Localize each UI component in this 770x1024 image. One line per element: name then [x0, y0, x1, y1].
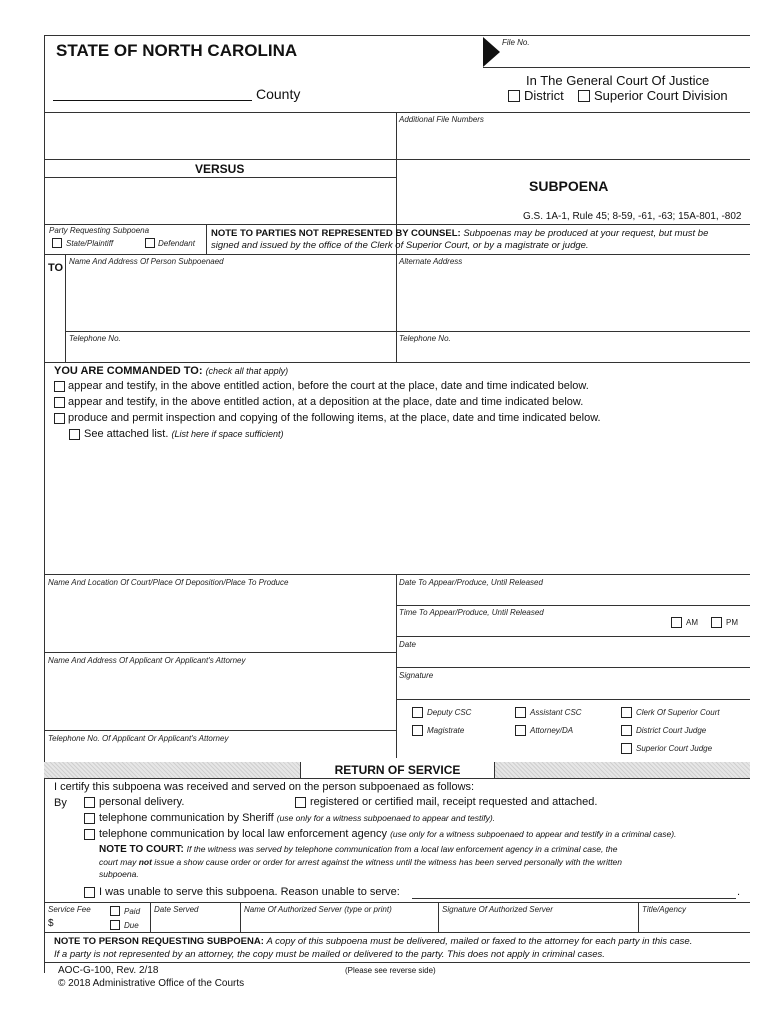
file-arrow [483, 37, 500, 67]
to-label: TO [48, 262, 64, 274]
paid-checkbox[interactable] [110, 906, 120, 916]
superior-judge-checkbox[interactable] [621, 743, 632, 754]
see-attached-checkbox[interactable] [69, 429, 80, 440]
produce-items-label: produce and permit inspection and copying of the following items, at the place, date and time indicated below. [68, 412, 601, 424]
county-label: County [256, 86, 301, 102]
server-name-label: Name Of Authorized Server (type or print) [244, 905, 392, 914]
assistant-csc-label: Assistant CSC [530, 708, 582, 717]
alt-telephone-label: Telephone No. [399, 334, 451, 343]
unable-reason-line[interactable] [412, 898, 736, 899]
district-judge-checkbox[interactable] [621, 725, 632, 736]
superior-checkbox[interactable] [578, 90, 590, 102]
requesting-note: NOTE TO PERSON REQUESTING SUBPOENA: A copy of this subpoena must be delivered, mailed or faxed to the attorney for each party in this case. [54, 936, 693, 947]
superior-label: Superior Court Division [594, 88, 728, 103]
deputy-csc-checkbox[interactable] [412, 707, 423, 718]
requesting-note-line2: If a party is not represented by an attorney, the copy must be mailed or delivered to the party. This does not apply in criminal cases. [54, 949, 605, 960]
personal-delivery-checkbox[interactable] [84, 797, 95, 808]
paid-label: Paid [124, 907, 141, 916]
registered-mail-label: registered or certified mail, receipt requested and attached. [310, 796, 598, 808]
appear-deposition-label: appear and testify, in the above entitled action, at a deposition at the place, date and time indicated below. [68, 396, 584, 408]
magistrate-checkbox[interactable] [412, 725, 423, 736]
attorney-da-label: Attorney/DA [530, 726, 574, 735]
unable-label: I was unable to serve this subpoena. Reason unable to serve: [99, 886, 400, 898]
document-title: SUBPOENA [529, 178, 609, 194]
note-to-court-line2: court may not issue a show cause order or order for arrest against the witness until the witness has been served personally with the written [99, 857, 623, 867]
name-address-label: Name And Address Of Person Subpoenaed [69, 257, 224, 266]
time-appear-label: Time To Appear/Produce, Until Released [399, 608, 544, 617]
state-plaintiff-checkbox[interactable] [52, 238, 62, 248]
appear-court-checkbox[interactable] [54, 381, 65, 392]
date-label: Date [399, 640, 416, 649]
server-signature-label: Signature Of Authorized Server [442, 905, 553, 914]
commanded-heading: YOU ARE COMMANDED TO: (check all that apply) [54, 365, 289, 377]
versus-label: VERSUS [195, 162, 245, 176]
district-judge-label: District Court Judge [636, 726, 707, 735]
appear-court-label: appear and testify, in the above entitled action, before the court at the place, date and time indicated below. [68, 380, 589, 392]
appear-deposition-checkbox[interactable] [54, 397, 65, 408]
defendant-checkbox[interactable] [145, 238, 155, 248]
return-title: RETURN OF SERVICE [300, 762, 495, 778]
district-checkbox[interactable] [508, 90, 520, 102]
by-label: By [54, 797, 67, 809]
district-label: District [524, 88, 564, 103]
pm-checkbox[interactable] [711, 617, 722, 628]
sheriff-checkbox[interactable] [84, 813, 95, 824]
see-attached-label: See attached list. (List here if space sufficient) [84, 428, 284, 440]
party-requesting-label: Party Requesting Subpoena [49, 226, 150, 235]
service-fee-label: Service Fee [48, 905, 91, 914]
statutes: G.S. 1A-1, Rule 45; 8-59, -61, -63; 15A-801, -802 [523, 211, 742, 222]
attorney-da-checkbox[interactable] [515, 725, 526, 736]
date-appear-label: Date To Appear/Produce, Until Released [399, 578, 543, 587]
copyright: © 2018 Administrative Office of the Courts [58, 978, 245, 989]
counsel-note: NOTE TO PARTIES NOT REPRESENTED BY COUNSEL: Subpoenas may be produced at your request, but must be [211, 228, 709, 239]
title-agency-label: Title/Agency [642, 905, 686, 914]
note-to-court-line3: subpoena. [99, 869, 139, 879]
assistant-csc-checkbox[interactable] [515, 707, 526, 718]
state-title: STATE OF NORTH CAROLINA [56, 41, 298, 60]
certify-text: I certify this subpoena was received and served on the person subpoenaed as follows: [54, 781, 475, 793]
unable-checkbox[interactable] [84, 887, 95, 898]
local-agency-checkbox[interactable] [84, 829, 95, 840]
am-label: AM [686, 618, 698, 627]
court-place-label: Name And Location Of Court/Place Of Deposition/Place To Produce [48, 578, 289, 587]
date-served-label: Date Served [154, 905, 199, 914]
sheriff-label: telephone communication by Sheriff (use only for a witness subpoenaed to appear and testify). [99, 812, 496, 824]
counsel-note-line2: signed and issued by the office of the Clerk of Superior Court, or by a magistrate or judge. [211, 240, 589, 251]
dollar-sign: $ [48, 918, 54, 929]
note-to-court: NOTE TO COURT: If the witness was served by telephone communication from a local law enforcement agency in a criminal case, the [99, 844, 618, 855]
superior-judge-label: Superior Court Judge [636, 744, 713, 753]
defendant-label: Defendant [158, 239, 195, 248]
clerk-superior-checkbox[interactable] [621, 707, 632, 718]
file-no-label: File No. [502, 38, 530, 47]
pm-label: PM [726, 618, 738, 627]
reverse-note: (Please see reverse side) [345, 966, 436, 975]
clerk-superior-label: Clerk Of Superior Court [636, 708, 720, 717]
personal-delivery-label: personal delivery. [99, 796, 185, 808]
deputy-csc-label: Deputy CSC [427, 708, 472, 717]
local-agency-label: telephone communication by local law enforcement agency (use only for a witness subpoenaed to appear and testify in a criminal case). [99, 828, 677, 840]
applicant-phone-label: Telephone No. Of Applicant Or Applicant's Attorney [48, 734, 229, 743]
produce-items-checkbox[interactable] [54, 413, 65, 424]
state-plaintiff-label: State/Plaintiff [66, 239, 114, 248]
due-checkbox[interactable] [110, 920, 120, 930]
applicant-label: Name And Address Of Applicant Or Applicant's Attorney [48, 656, 246, 665]
additional-file-numbers-label: Additional File Numbers [399, 115, 484, 124]
magistrate-label: Magistrate [427, 726, 465, 735]
due-label: Due [124, 921, 139, 930]
county-line[interactable] [53, 100, 252, 101]
form-id: AOC-G-100, Rev. 2/18 [58, 965, 159, 976]
am-checkbox[interactable] [671, 617, 682, 628]
registered-mail-checkbox[interactable] [295, 797, 306, 808]
alternate-address-label: Alternate Address [399, 257, 463, 266]
court-title: In The General Court Of Justice [526, 73, 710, 88]
signature-label: Signature [399, 671, 434, 680]
telephone-label: Telephone No. [69, 334, 121, 343]
